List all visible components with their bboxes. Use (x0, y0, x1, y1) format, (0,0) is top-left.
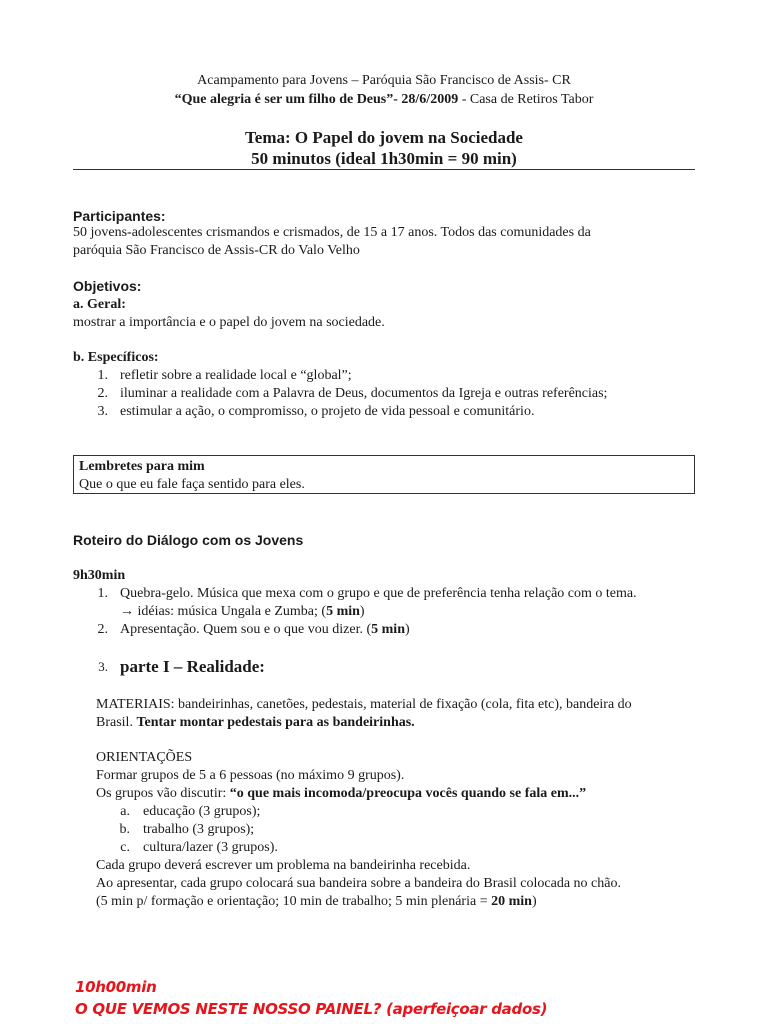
section-title-parte-1: parte I – Realidade: (120, 657, 265, 676)
materiais-text: Brasil. (96, 715, 137, 730)
theme-duration: 50 minutos (ideal 1h30min = 90 min) (251, 149, 517, 168)
materiais-line-2 (96, 714, 415, 732)
list-number: 3. (98, 659, 108, 674)
tempo-total: 20 min (491, 894, 532, 909)
event-subtitle (0, 91, 768, 109)
list-text: refletir sobre a realidade local e “global”; (120, 368, 352, 383)
list-text: trabalho (3 grupos); (143, 822, 255, 837)
objetivos-especificos-label: b. Específicos: (73, 350, 159, 365)
reminders-box (73, 455, 695, 494)
theme-title: Tema: O Papel do jovem na Sociedade (245, 128, 523, 147)
discutir-prefix: Os grupos vão discutir: (96, 786, 230, 801)
reminders-text: Que o que eu fale faça sentido para eles. (79, 477, 305, 492)
objetivos-heading: Objetivos: (73, 278, 142, 294)
tempo-text: (5 min p/ formação e orientação; 10 min de trabalho; 5 min plenária = (96, 894, 492, 909)
reminders-title: Lembretes para mim (79, 459, 205, 474)
materiais-line-1: MATERIAIS: bandeirinhas, canetões, pedestais, material de fixação (cola, fita etc), bandeira do (96, 697, 632, 712)
participantes-line-2: paróquia São Francisco de Assis-CR do Valo Velho (73, 243, 360, 258)
roteiro-heading: Roteiro do Diálogo com os Jovens (73, 532, 304, 548)
list-subitem (120, 603, 365, 621)
list-number: 1. (97, 368, 108, 383)
orientacoes-heading: ORIENTAÇÕES (96, 750, 193, 765)
list-text: iluminar a realidade com a Palavra de Deus, documentos da Igreja e outras referências; (120, 386, 608, 401)
tempo-end: ) (531, 894, 537, 909)
time-9h30: 9h30min (73, 568, 126, 583)
list-letter: a. (120, 804, 130, 819)
objetivo-geral-label: a. Geral: (73, 297, 126, 312)
arrow-right-icon: → (120, 604, 134, 619)
cada-grupo-instruction: Cada grupo deverá escrever um problema na bandeirinha recebida. (96, 858, 471, 873)
duration-bold: 5 min (371, 622, 405, 637)
list-number: 1. (97, 586, 108, 601)
list-number: 2. (97, 622, 108, 637)
list-text: educação (3 grupos); (143, 804, 261, 819)
event-venue: - Casa de Retiros Tabor (458, 92, 594, 107)
next-section-title: O QUE VEMOS NESTE NOSSO PAINEL? (aperfeiçoar dados) (75, 1000, 548, 1018)
duration-bold: 5 min (326, 604, 360, 619)
list-text: cultura/lazer (3 grupos). (143, 840, 278, 855)
list-subtext-end: ) (359, 604, 365, 619)
list-number: 2. (97, 386, 108, 401)
tempo-summary (96, 893, 537, 911)
event-title: Acampamento para Jovens – Paróquia São Francisco de Assis- CR (197, 73, 571, 88)
orientacoes-formar: Formar grupos de 5 a 6 pessoas (no máximo 9 grupos). (96, 768, 405, 783)
list-text-end: ) (404, 622, 410, 637)
list-text-main: Apresentação. Quem sou e o que vou dizer. ( (120, 622, 372, 637)
materiais-note: Tentar montar pedestais para as bandeirinhas. (136, 715, 415, 730)
list-letter: c. (120, 840, 130, 855)
discutir-question: “o que mais incomoda/preocupa vocês quando se fala em...” (229, 786, 587, 801)
list-letter: b. (119, 822, 130, 837)
list-text: estimular a ação, o compromisso, o projeto de vida pessoal e comunitário. (120, 404, 535, 419)
orientacoes-discutir (96, 785, 586, 803)
participantes-heading: Participantes: (73, 208, 166, 224)
participantes-line-1: 50 jovens-adolescentes crismandos e crismados, de 15 a 17 anos. Todos das comunidades da (73, 225, 591, 240)
event-motto: “Que alegria é ser um filho de Deus”- 28/6/2009 (174, 92, 459, 107)
objetivo-geral-text: mostrar a importância e o papel do jovem na sociedade. (73, 315, 385, 330)
ao-apresentar-instruction: Ao apresentar, cada grupo colocará sua bandeira sobre a bandeira do Brasil colocada no chão. (96, 876, 621, 891)
list-subtext: idéias: música Ungala e Zumba; ( (134, 604, 327, 619)
list-number: 3. (97, 404, 108, 419)
list-text (120, 621, 410, 639)
header-divider (73, 169, 695, 170)
time-10h00: 10h00min (75, 978, 157, 996)
list-text: Quebra-gelo. Música que mexa com o grupo e que de preferência tenha relação com o tema. (120, 586, 637, 601)
